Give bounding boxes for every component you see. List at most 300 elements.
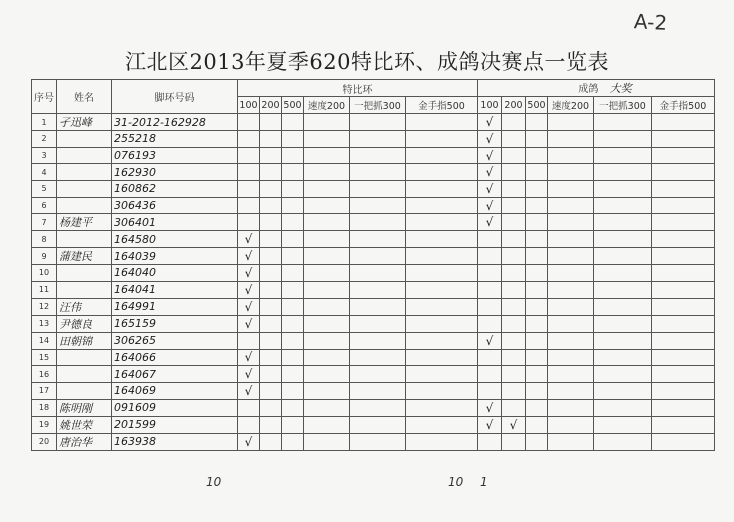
adult-check-cell [652, 416, 715, 433]
adult-check-cell [548, 265, 594, 282]
adult-check-cell [652, 349, 715, 366]
special-check-cell [238, 382, 260, 399]
row-name [57, 181, 112, 198]
adult-check-cell [594, 131, 652, 148]
adult-check-cell [478, 231, 502, 248]
special-check-cell [260, 265, 282, 282]
table-row [32, 366, 715, 383]
special-check-cell [260, 399, 282, 416]
row-name: 杨建平 [57, 214, 112, 231]
special-check-cell [282, 399, 304, 416]
special-check-cell [304, 114, 350, 131]
adult-check-cell [502, 164, 526, 181]
special-check-cell [238, 298, 260, 315]
row-ring-number: 160862 [112, 181, 238, 198]
adult-check-cell [548, 349, 594, 366]
adult-check-cell [502, 382, 526, 399]
adult-check-cell [478, 114, 502, 131]
check-mark: √ [244, 434, 253, 449]
corner-mark: A-2 [633, 9, 668, 35]
table-row [32, 248, 715, 265]
adult-check-cell [652, 214, 715, 231]
special-check-cell [282, 315, 304, 332]
adult-check-cell [594, 433, 652, 450]
special-check-cell [406, 231, 478, 248]
group-header-special: 特比环 [238, 80, 478, 97]
adult-check-cell [548, 399, 594, 416]
adult-check-cell [478, 315, 502, 332]
special-check-cell [260, 332, 282, 349]
adult-check-cell [478, 164, 502, 181]
special-check-cell [260, 114, 282, 131]
special-check-cell [260, 281, 282, 298]
adult-check-cell [526, 131, 548, 148]
adult-check-cell [502, 433, 526, 450]
adult-check-cell [502, 366, 526, 383]
adult-check-cell [526, 349, 548, 366]
row-index: 2 [32, 131, 57, 148]
special-check-cell [350, 298, 406, 315]
special-check-cell [350, 248, 406, 265]
row-index: 12 [32, 298, 57, 315]
row-name: 姚世荣 [57, 416, 112, 433]
group-header-adult-label: 成鸽 [578, 84, 599, 95]
table-row [32, 315, 715, 332]
adult-check-cell [548, 281, 594, 298]
adult-check-cell [478, 147, 502, 164]
adult-check-cell [478, 332, 502, 349]
special-check-cell [350, 366, 406, 383]
adult-check-cell [502, 231, 526, 248]
adult-check-cell [502, 114, 526, 131]
special-check-cell [406, 382, 478, 399]
adult-check-cell [526, 248, 548, 265]
adult-check-cell [652, 281, 715, 298]
special-check-cell [238, 433, 260, 450]
check-mark: √ [244, 383, 253, 398]
adult-check-cell [594, 265, 652, 282]
special-check-cell [238, 131, 260, 148]
group-header-adult [478, 80, 715, 97]
table-row [32, 214, 715, 231]
table-row [32, 197, 715, 214]
table-row [32, 298, 715, 315]
special-check-cell [282, 214, 304, 231]
adult-check-cell [526, 231, 548, 248]
check-mark: √ [485, 198, 494, 213]
adult-check-cell [502, 416, 526, 433]
special-check-cell [238, 315, 260, 332]
row-name [57, 164, 112, 181]
special-check-cell [238, 181, 260, 198]
check-mark: √ [244, 232, 253, 247]
table-row [32, 399, 715, 416]
adult-check-cell [548, 131, 594, 148]
col-header-name: 姓名 [57, 80, 112, 114]
special-check-cell [282, 164, 304, 181]
row-index: 5 [32, 181, 57, 198]
special-check-cell [238, 147, 260, 164]
adult-check-cell [652, 114, 715, 131]
adult-check-cell [478, 281, 502, 298]
special-check-cell [304, 399, 350, 416]
check-mark: √ [244, 367, 253, 382]
row-index: 3 [32, 147, 57, 164]
adult-check-cell [526, 181, 548, 198]
special-check-cell [304, 131, 350, 148]
adult-check-cell [502, 197, 526, 214]
check-mark: √ [244, 249, 253, 264]
special-check-cell [238, 248, 260, 265]
adult-check-cell [478, 131, 502, 148]
special-check-cell [304, 164, 350, 181]
special-check-cell [350, 131, 406, 148]
adult-check-cell [594, 164, 652, 181]
special-check-cell [350, 416, 406, 433]
special-check-cell [260, 231, 282, 248]
special-check-cell [238, 366, 260, 383]
row-ring-number: 201599 [112, 416, 238, 433]
adult-check-cell [594, 382, 652, 399]
adult-check-cell [478, 181, 502, 198]
row-name [57, 366, 112, 383]
adult-check-cell [502, 265, 526, 282]
adult-check-cell [594, 366, 652, 383]
table-row [32, 332, 715, 349]
adult-check-cell [652, 231, 715, 248]
col-header-special-2: 500 [282, 97, 304, 114]
special-check-cell [238, 332, 260, 349]
adult-check-cell [548, 416, 594, 433]
total-adult-200: 1 [480, 475, 488, 489]
adult-check-cell [478, 399, 502, 416]
row-ring-number: 164069 [112, 382, 238, 399]
special-check-cell [304, 231, 350, 248]
special-check-cell [282, 382, 304, 399]
adult-check-cell [526, 433, 548, 450]
adult-check-cell [526, 214, 548, 231]
row-index: 9 [32, 248, 57, 265]
adult-check-cell [526, 197, 548, 214]
special-check-cell [304, 181, 350, 198]
special-check-cell [406, 265, 478, 282]
col-header-special-0: 100 [238, 97, 260, 114]
adult-check-cell [594, 181, 652, 198]
check-mark: √ [485, 417, 494, 432]
special-check-cell [282, 131, 304, 148]
special-check-cell [238, 349, 260, 366]
special-check-cell [304, 315, 350, 332]
special-check-cell [260, 197, 282, 214]
special-check-cell [238, 214, 260, 231]
adult-check-cell [502, 248, 526, 265]
col-header-special-5: 金手指500 [406, 97, 478, 114]
row-index: 7 [32, 214, 57, 231]
row-ring-number: 164580 [112, 231, 238, 248]
row-name: 尹德良 [57, 315, 112, 332]
adult-check-cell [652, 332, 715, 349]
special-check-cell [406, 214, 478, 231]
row-index: 16 [32, 366, 57, 383]
row-ring-number: 164066 [112, 349, 238, 366]
row-index: 18 [32, 399, 57, 416]
adult-check-cell [652, 315, 715, 332]
row-name [57, 349, 112, 366]
special-check-cell [282, 332, 304, 349]
adult-check-cell [652, 181, 715, 198]
row-ring-number: 306401 [112, 214, 238, 231]
adult-check-cell [478, 248, 502, 265]
special-check-cell [304, 248, 350, 265]
header-row-group [32, 80, 715, 97]
row-name [57, 197, 112, 214]
adult-check-cell [652, 265, 715, 282]
table-row [32, 382, 715, 399]
special-check-cell [260, 214, 282, 231]
adult-check-cell [502, 181, 526, 198]
adult-check-cell [502, 281, 526, 298]
row-ring-number: 255218 [112, 131, 238, 148]
row-name: 蒲建民 [57, 248, 112, 265]
adult-check-cell [478, 433, 502, 450]
special-check-cell [260, 366, 282, 383]
row-index: 11 [32, 281, 57, 298]
row-index: 14 [32, 332, 57, 349]
adult-check-cell [548, 382, 594, 399]
adult-check-cell [526, 281, 548, 298]
row-ring-number: 162930 [112, 164, 238, 181]
col-header-adult-1: 200 [502, 97, 526, 114]
row-index: 8 [32, 231, 57, 248]
adult-check-cell [548, 114, 594, 131]
special-check-cell [406, 349, 478, 366]
table-row [32, 433, 715, 450]
adult-check-cell [526, 265, 548, 282]
adult-check-cell [652, 433, 715, 450]
row-index: 15 [32, 349, 57, 366]
col-header-special-3: 速度200 [304, 97, 350, 114]
special-check-cell [304, 366, 350, 383]
special-check-cell [282, 181, 304, 198]
adult-check-cell [478, 349, 502, 366]
row-ring-number: 076193 [112, 147, 238, 164]
row-name [57, 147, 112, 164]
group-header-adult-note: 大奖 [609, 82, 632, 95]
row-index: 20 [32, 433, 57, 450]
adult-check-cell [594, 248, 652, 265]
col-header-adult-0: 100 [478, 97, 502, 114]
adult-check-cell [502, 332, 526, 349]
special-check-cell [350, 433, 406, 450]
row-name: 孑迅峰 [57, 114, 112, 131]
special-check-cell [406, 114, 478, 131]
adult-check-cell [652, 147, 715, 164]
adult-check-cell [548, 231, 594, 248]
table-row [32, 114, 715, 131]
row-name: 陈明刚 [57, 399, 112, 416]
special-check-cell [304, 197, 350, 214]
special-check-cell [406, 164, 478, 181]
adult-check-cell [478, 265, 502, 282]
table-row [32, 416, 715, 433]
adult-check-cell [526, 366, 548, 383]
special-check-cell [304, 265, 350, 282]
row-name [57, 231, 112, 248]
check-mark: √ [244, 350, 253, 365]
results-body [32, 114, 715, 451]
adult-check-cell [594, 349, 652, 366]
col-header-idx: 序号 [32, 80, 57, 114]
adult-check-cell [548, 181, 594, 198]
special-check-cell [238, 231, 260, 248]
special-check-cell [350, 114, 406, 131]
col-header-adult-2: 500 [526, 97, 548, 114]
special-check-cell [282, 349, 304, 366]
check-mark: √ [485, 400, 494, 415]
adult-check-cell [594, 147, 652, 164]
special-check-cell [260, 298, 282, 315]
special-check-cell [350, 214, 406, 231]
adult-check-cell [548, 315, 594, 332]
row-name [57, 281, 112, 298]
special-check-cell [260, 181, 282, 198]
adult-check-cell [502, 315, 526, 332]
adult-check-cell [502, 214, 526, 231]
row-ring-number: 164991 [112, 298, 238, 315]
check-mark: √ [485, 148, 494, 163]
adult-check-cell [526, 332, 548, 349]
special-check-cell [282, 248, 304, 265]
adult-check-cell [526, 399, 548, 416]
special-check-cell [304, 298, 350, 315]
check-mark: √ [485, 131, 494, 146]
row-name [57, 131, 112, 148]
col-header-special-1: 200 [260, 97, 282, 114]
special-check-cell [238, 197, 260, 214]
special-check-cell [350, 164, 406, 181]
adult-check-cell [548, 197, 594, 214]
table-row [32, 181, 715, 198]
special-check-cell [406, 131, 478, 148]
page-title: 江北区2013年夏季620特比环、成鸽决赛点一览表 [124, 50, 610, 74]
special-check-cell [406, 332, 478, 349]
special-check-cell [260, 131, 282, 148]
adult-check-cell [548, 147, 594, 164]
special-check-cell [406, 399, 478, 416]
adult-check-cell [594, 332, 652, 349]
adult-check-cell [548, 248, 594, 265]
check-mark: √ [485, 333, 494, 348]
adult-check-cell [548, 366, 594, 383]
special-check-cell [350, 281, 406, 298]
row-ring-number: 091609 [112, 399, 238, 416]
row-index: 17 [32, 382, 57, 399]
row-ring-number: 164067 [112, 366, 238, 383]
row-ring-number: 164041 [112, 281, 238, 298]
adult-check-cell [502, 147, 526, 164]
special-check-cell [406, 433, 478, 450]
adult-check-cell [594, 214, 652, 231]
adult-check-cell [594, 399, 652, 416]
adult-check-cell [652, 399, 715, 416]
row-ring-number: 164040 [112, 265, 238, 282]
special-check-cell [282, 416, 304, 433]
special-check-cell [282, 298, 304, 315]
special-check-cell [406, 315, 478, 332]
adult-check-cell [652, 298, 715, 315]
special-check-cell [406, 181, 478, 198]
special-check-cell [260, 164, 282, 181]
table-row [32, 131, 715, 148]
special-check-cell [304, 281, 350, 298]
adult-check-cell [526, 315, 548, 332]
row-index: 19 [32, 416, 57, 433]
adult-check-cell [526, 164, 548, 181]
special-check-cell [304, 416, 350, 433]
table-row [32, 164, 715, 181]
special-check-cell [260, 315, 282, 332]
adult-check-cell [526, 298, 548, 315]
results-table [31, 79, 715, 451]
adult-check-cell [548, 164, 594, 181]
adult-check-cell [502, 349, 526, 366]
row-name [57, 265, 112, 282]
special-check-cell [350, 147, 406, 164]
table-row [32, 231, 715, 248]
check-mark: √ [509, 417, 518, 432]
special-check-cell [282, 147, 304, 164]
col-header-adult-4: 一把抓300 [594, 97, 652, 114]
row-ring-number: 306436 [112, 197, 238, 214]
special-check-cell [350, 315, 406, 332]
adult-check-cell [652, 131, 715, 148]
adult-check-cell [594, 298, 652, 315]
row-index: 6 [32, 197, 57, 214]
special-check-cell [350, 382, 406, 399]
special-check-cell [282, 231, 304, 248]
special-check-cell [350, 197, 406, 214]
adult-check-cell [478, 214, 502, 231]
adult-check-cell [652, 382, 715, 399]
special-check-cell [406, 147, 478, 164]
adult-check-cell [502, 131, 526, 148]
adult-check-cell [548, 433, 594, 450]
check-mark: √ [485, 215, 494, 230]
adult-check-cell [526, 147, 548, 164]
special-check-cell [238, 416, 260, 433]
col-header-ring: 脚环号码 [112, 80, 238, 114]
special-check-cell [406, 416, 478, 433]
row-index: 10 [32, 265, 57, 282]
special-check-cell [406, 197, 478, 214]
special-check-cell [238, 281, 260, 298]
special-check-cell [304, 147, 350, 164]
adult-check-cell [526, 382, 548, 399]
row-ring-number: 165159 [112, 315, 238, 332]
special-check-cell [260, 382, 282, 399]
special-check-cell [260, 349, 282, 366]
row-ring-number: 163938 [112, 433, 238, 450]
special-check-cell [304, 433, 350, 450]
adult-check-cell [502, 399, 526, 416]
adult-check-cell [478, 197, 502, 214]
special-check-cell [350, 265, 406, 282]
special-check-cell [260, 416, 282, 433]
special-check-cell [282, 433, 304, 450]
special-check-cell [304, 332, 350, 349]
special-check-cell [282, 366, 304, 383]
adult-check-cell [548, 332, 594, 349]
